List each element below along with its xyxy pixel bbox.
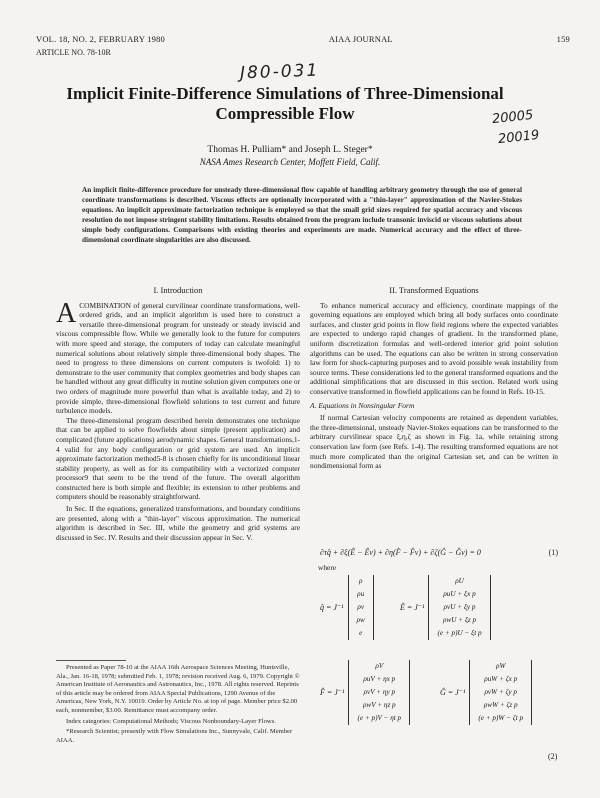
where-label: where [318,563,337,572]
matrix-entry: (e + p)U − ξt p [437,629,482,637]
footnote-categories: Index categories: Computational Methods; Viscous Nonboundary-Layer Flows. [66,717,276,725]
intro-paragraph-2: The three-dimensional program described herein demonstrates one technique that can be applied to solve flowfields about simple (present application) and complicated (future applications) aerodynamic shapes. General transformations,1-4 valid for any body configuration or grid system are used. An implicit approximate factorization method5-8 is chosen chiefly for its unconditional linear stability property, as well as for its compatibility with a vectorized computer processor9 that seem to be the trend of the future. The overall algorithm constructed here is both simple and flexible; its extension to other problems and computers should be reasonably straightforward. [56,415,300,502]
handwritten-note-1: 20005 [491,107,535,128]
matrix-entry: ρu [357,590,365,598]
equation-1 [320,548,558,557]
subsection-heading: A. Equations in Nonsingular Form [310,400,415,410]
journal-name: AIAA JOURNAL [328,34,393,44]
handwritten-code: J80-031 [239,60,320,84]
e-label: Ê = J⁻¹ [400,603,425,612]
matrix-entry: ρvV + ηy p [363,688,396,696]
equation-1-number: (1) [548,548,558,557]
matrix-entry: ρv [357,603,365,611]
matrix-entry: ρV [375,662,384,670]
matrix-entry: ρvU + ξy p [443,603,476,611]
article-number: ARTICLE NO. 78-10R [36,48,111,57]
footnote-received: Presented as Paper 78-10 at the AIAA 16th Aerospace Sciences Meeting, Huntsville, Ala., Jan. 16-18, 1978; submitted Feb. 1, 1978; revision received Aug. 6, 1979. Copyright © American Institute of Aeronautics and Astronautics, Inc., 1978. All rights reserved. Reprints of this article may be ordered from AIAA Special Publications, 1290 Avenue of the Americas, New York, N.Y. 10019. Order by Article No. at top of page. Member price $2.00 each, nonmember, $3.00. Remittance must accompany order. [56,664,300,714]
intro-paragraph-1: COMBINATION of general curvilinear coordinate transformations, well-ordered grids, and an implicit algorithm is used here to construct a versatile three-dimensional program for unsteady or steady inviscid and viscous compressible flow. While we generally look to the future for computers with more speed and storage, the computers of today can calculate meaningful numerical solutions about relatively simple three-dimensional body shapes. The need to progress to three dimensions on current computers is twofold: 1) to demonstrate to the user community that complex geometries and body shapes can be handled without any great difficulty in routine solution given computers one or two orders of magnitude more powerful than what is available today, and 2) to provide simple, three-dimensional flowfield solutions to test current and future turbulence models. [56,300,300,416]
matrix-entry: ρw [356,616,365,624]
footnote-rule [56,660,126,661]
f-vector [320,660,410,725]
section-introduction [56,286,300,544]
intro-paragraph-3: In Sec. II the equations, generalized transformations, and boundary conditions are presented, along with a "thin-layer" viscous approximation. The numerical algorithm is described in Sec. III, while the geometry and grid systems are discussed in Sec. IV. Results and their discussion appear in Sec. V. [56,504,300,542]
matrix-entry: ρuV + ηx p [363,675,396,683]
matrix-entry: ρwW + ζz p [483,701,518,709]
f-matrix [348,660,410,725]
equation-1-body: ∂τq̂ + ∂ξ(Ê − Êv) + ∂η(F̂ − F̂v) + ∂ζ(Ĝ − Ĝv) = 0 [320,548,481,557]
q-label: q̂ = J⁻¹ [320,603,344,612]
e-matrix [428,575,490,640]
e-vector [400,575,491,640]
handwritten-note-2: 20019 [497,127,541,148]
equations-paragraph-2: If normal Cartesian velocity components are retained as dependent variables, the three-dimensional, unsteady Navier-Stokes equations can be transformed to the arbitrary curvilinear space ξ,η,ζ as shown in Fig. 1a, while retaining strong conservation law form (see Refs. 1-4). The resulting transformed equations are not much more complicated than the original Cartesian set, and can be written in nondimensional form as [310,413,558,471]
matrix-entry: ρuW + ζx p [484,675,518,683]
matrix-entry: ρ [358,577,363,585]
running-header [36,34,570,44]
f-label: F̂ = J⁻¹ [320,688,345,697]
paragraph [56,297,300,416]
matrix-entry: (e + p)V − ηt p [357,714,402,722]
equations-paragraph-1: To enhance numerical accuracy and efficiency, coordinate mappings of the governing equations are employed which bring all body surfaces onto coordinate surfaces, and cluster grid points in flow field regions where the expected variables are expected to undergo rapid changes of gradient. In the transformed plane, uniform discretization formulas and well-ordered interior grid point solution algorithms can be used. The equations can also be written in strong conservation law form for shock-capturing purposes and to avoid possible weak instability from source terms. These considerations led to the general transformed equations and the additional simplifications that are discussed in this section. Related work using conservative transformed in flowfield applications can be found in Refs. 10-15. [310,300,558,396]
matrix-entry: ρuU + ξx p [443,590,476,598]
footnote-affiliation: *Research Scientist; presently with Flow Simulations Inc., Sunnyvale, Calif. Member AIAA. [56,728,293,744]
paper-title: Implicit Finite-Difference Simulations of Three-Dimensional Compressible Flow [66,84,504,123]
matrix-entry: ρvW + ζy p [484,688,518,696]
q-matrix [348,575,374,640]
abstract: An implicit finite-difference procedure for unsteady three-dimensional flow capable of handling arbitrary geometry through the use of general coordinate transformations is described. Viscous effects are optionally incorporated with a "thin-layer" approximation of the Navier-Stokes equations. An implicit approximate factorization technique is employed so that the small grid sizes required for spatial accuracy and viscous resolution do not impose stringent stability limitations. Results obtained from the program include transonic inviscid or viscous solutions about simple body configurations. Comparisons with existing theories and experiments are made. Numerical accuracy and the effect of three-dimensional coordinate singularities are also discussed. [82,186,522,244]
matrix-entry: ρU [455,577,464,585]
matrix-entry: ρwU + ξz p [442,616,477,624]
volume-info: VOL. 18, NO. 2, FEBRUARY 1980 [36,34,165,44]
page-number: 159 [556,34,570,44]
section-heading: I. Introduction [153,285,203,295]
matrix-entry: ρW [496,662,506,670]
equation-2-number: (2) [548,752,558,761]
section-transformed-equations [310,286,558,473]
matrix-entry: ρwV + ηz p [362,701,396,709]
section-heading: II. Transformed Equations [389,285,479,295]
g-label: Ĝ = J⁻¹ [440,688,466,697]
affiliation: NASA Ames Research Center, Moffett Field, Calif. [199,157,381,167]
q-vector [320,575,374,640]
matrix-entry: e [359,629,363,637]
footnotes [56,664,300,747]
drop-cap: A [56,297,77,329]
g-vector [440,660,532,725]
matrix-entry: (e + p)W − ζt p [478,714,524,722]
g-matrix [469,660,532,725]
authors: Thomas H. Pulliam* and Joseph L. Steger* [207,145,373,155]
